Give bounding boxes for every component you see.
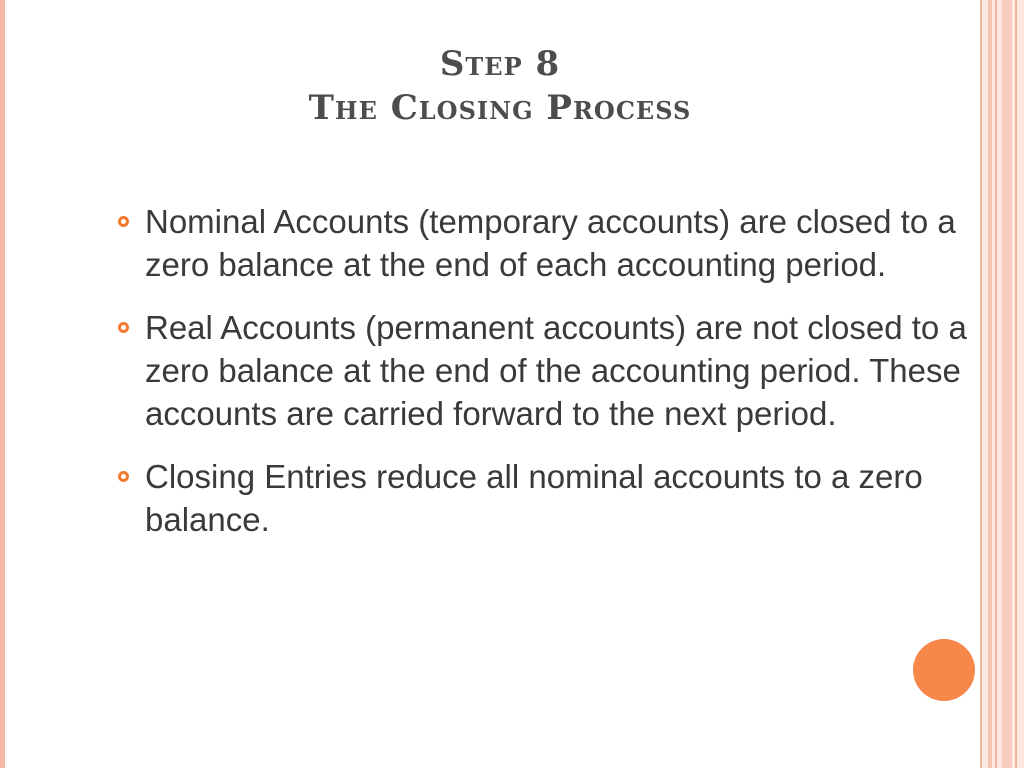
bullet-item-closing-entries — [112, 455, 982, 541]
left-border — [0, 0, 5, 768]
circle-bullet-icon — [118, 216, 129, 227]
stripe — [988, 0, 992, 768]
bullet-text: Nominal Accounts (temporary accounts) are closed to a zero balance at the end of each accounting period. — [145, 203, 956, 283]
stripe — [1015, 0, 1017, 768]
orange-circle-decoration — [913, 639, 975, 701]
right-stripes-decoration — [980, 0, 1024, 768]
title-line-2: The Closing Process — [308, 88, 692, 128]
bullet-item-real-accounts — [112, 306, 982, 435]
title-line-1: Step 8 — [439, 44, 561, 84]
circle-bullet-icon — [118, 471, 129, 482]
bullet-list — [112, 200, 982, 561]
circle-bullet-icon — [118, 322, 129, 333]
bullet-text: Closing Entries reduce all nominal accounts to a zero balance. — [145, 458, 923, 538]
stripe — [1002, 0, 1012, 768]
stripe — [995, 0, 997, 768]
bullet-item-nominal-accounts — [112, 200, 982, 286]
slide-title — [180, 42, 820, 130]
bullet-text: Real Accounts (permanent accounts) are not closed to a zero balance at the end of the accounting period. These accounts are carried forward to the next period. — [145, 309, 967, 432]
